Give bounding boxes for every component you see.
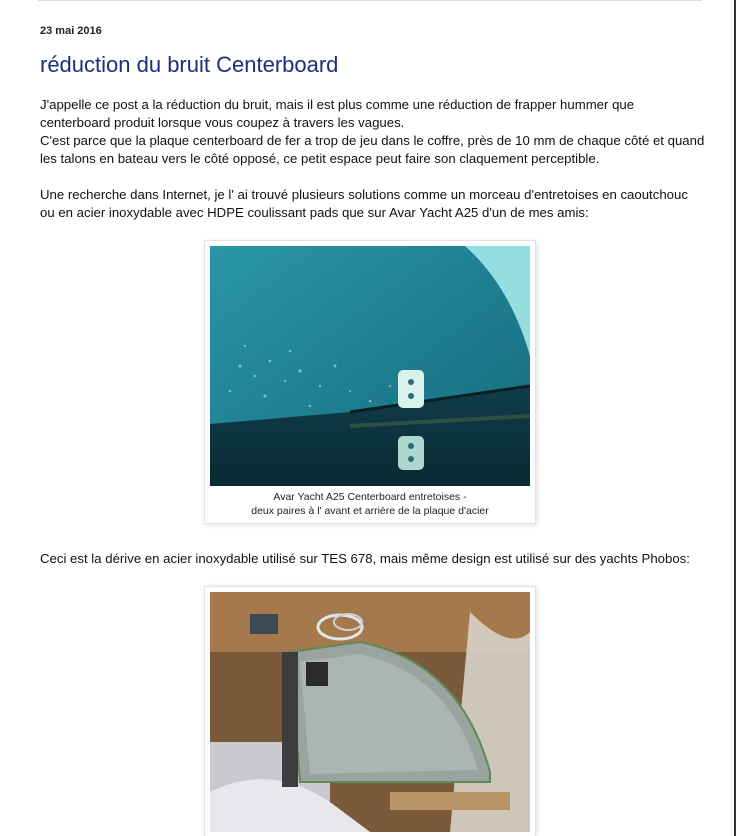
paragraph-1-line-2: C'est parce que la plaque centerboard de fer a trop de jeu dans le coffre, près de 10 mm de chaque côté et quand les talons en bateau vers le côté opposé, ce petit espace peut faire son claquement perceptible. [40, 133, 705, 166]
caption-line-1: Avar Yacht A25 Centerboard entretoises - [273, 491, 467, 503]
photo-hull-underwater[interactable] [210, 246, 530, 486]
post-date: 23 mai 2016 [40, 25, 102, 37]
caption-line-2: deux paires à l' avant et arrière de la plaque d'acier [251, 505, 489, 517]
post-paragraph-2: Une recherche dans Internet, je l' ai trouvé plusieurs solutions comme un morceau d'entretoises en caoutchouc ou en acier inoxydable avec HDPE coulissant pads que sur Avar Yacht A25 d'un de mes amis: [40, 187, 688, 220]
post-paragraph-3: Ceci est la dérive en acier inoxydable utilisé sur TES 678, mais même design est utilisé sur des yachts Phobos: [40, 551, 690, 566]
header-divider [38, 0, 702, 1]
figure-centerboard-spacers [204, 240, 536, 524]
photo-stainless-centerboard[interactable] [210, 592, 530, 832]
paragraph-1-line-1: J'appelle ce post a la réduction du bruit, mais il est plus comme une réduction de frapper hummer que centerboard produit lorsque vous coupez à travers les vagues. [40, 97, 635, 130]
figure-stainless-centerboard [204, 586, 536, 836]
figure-caption [210, 490, 530, 518]
post-title[interactable]: réduction du bruit Centerboard [40, 52, 339, 77]
post-paragraph-1 [40, 96, 705, 168]
